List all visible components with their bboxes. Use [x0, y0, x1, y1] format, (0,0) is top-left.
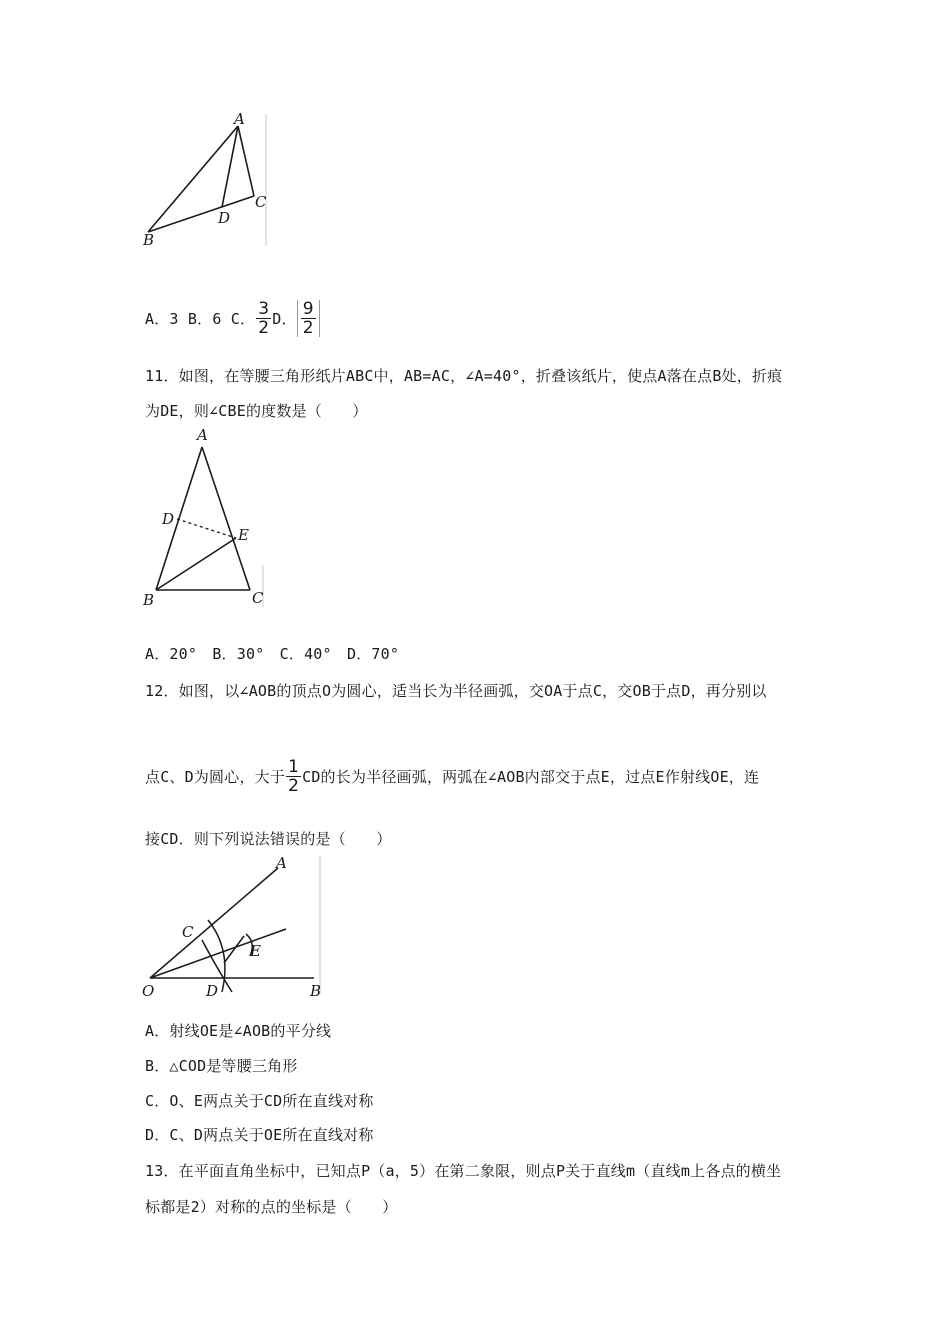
q12-label-a: A	[276, 854, 287, 872]
q12-label-d: D	[206, 982, 219, 1000]
q13-text-line2: 标都是2）对称的点的坐标是（ ）	[145, 1198, 398, 1216]
q12-label-o: O	[142, 982, 155, 1000]
q12-text-line2-before: 点C、D为圆心，大于	[145, 768, 286, 786]
q10-option-d-box	[297, 300, 320, 337]
q12-label-b: B	[310, 982, 322, 1000]
q12-text-line2	[145, 758, 759, 795]
q10-label-a: A	[234, 110, 245, 128]
q10-option-d-fraction: $\frac{9}{2}$	[302, 299, 314, 338]
q11-text-line2: 为DE，则∠CBE的度数是（ ）	[145, 402, 368, 420]
q12-figure	[140, 852, 330, 1000]
q12-text-line1: 12．如图，以∠AOB的顶点O为圆心，适当长为半径画弧，交OA于点C，交OB于点D，再分别以	[145, 682, 767, 700]
q12-option-c: C．O、E两点关于CD所在直线对称	[145, 1092, 374, 1110]
q12-text-line2-after: CD的长为半径画弧，两弧在∠AOB内部交于点E，过点E作射线OE，连	[302, 768, 760, 786]
q11-text-line1: 11．如图，在等腰三角形纸片ABC中，AB=AC，∠A=40°，折叠该纸片，使点A落在点B处，折痕	[145, 367, 783, 385]
q10-label-d: D	[218, 209, 231, 227]
q11-label-b: B	[143, 591, 155, 609]
q11-label-d: D	[162, 510, 175, 528]
q11-label-e: E	[238, 526, 249, 544]
q10-figure	[140, 110, 272, 250]
q12-option-b: B．△COD是等腰三角形	[145, 1057, 298, 1075]
q12-option-a: A．射线OE是∠AOB的平分线	[145, 1022, 332, 1040]
q10-options	[145, 300, 320, 337]
q12-text-line3: 接CD．则下列说法错误的是（ ）	[145, 830, 392, 848]
q11-label-a: A	[197, 426, 208, 444]
q12-option-d: D．C、D两点关于OE所在直线对称	[145, 1126, 374, 1144]
q10-option-c-fraction: $\frac{3}{2}$	[258, 299, 270, 338]
q13-text-line1: 13．在平面直角坐标中，已知点P（a，5）在第二象限，则点P关于直线m（直线m上各点的横坐	[145, 1162, 782, 1180]
q10-label-b: B	[143, 231, 155, 249]
q10-label-c: C	[255, 193, 267, 211]
q10-options-prefix: A．3 B．6 C．	[145, 310, 256, 328]
q10-option-d-label: D．	[272, 310, 297, 328]
q12-label-e: E	[250, 942, 261, 960]
q12-label-c: C	[182, 923, 194, 941]
q11-label-c: C	[252, 589, 264, 607]
q11-figure	[140, 425, 270, 610]
q12-fraction-half: $\frac{1}{2}$	[288, 757, 300, 796]
q11-options: A．20° B．30° C．40° D．70°	[145, 645, 400, 663]
